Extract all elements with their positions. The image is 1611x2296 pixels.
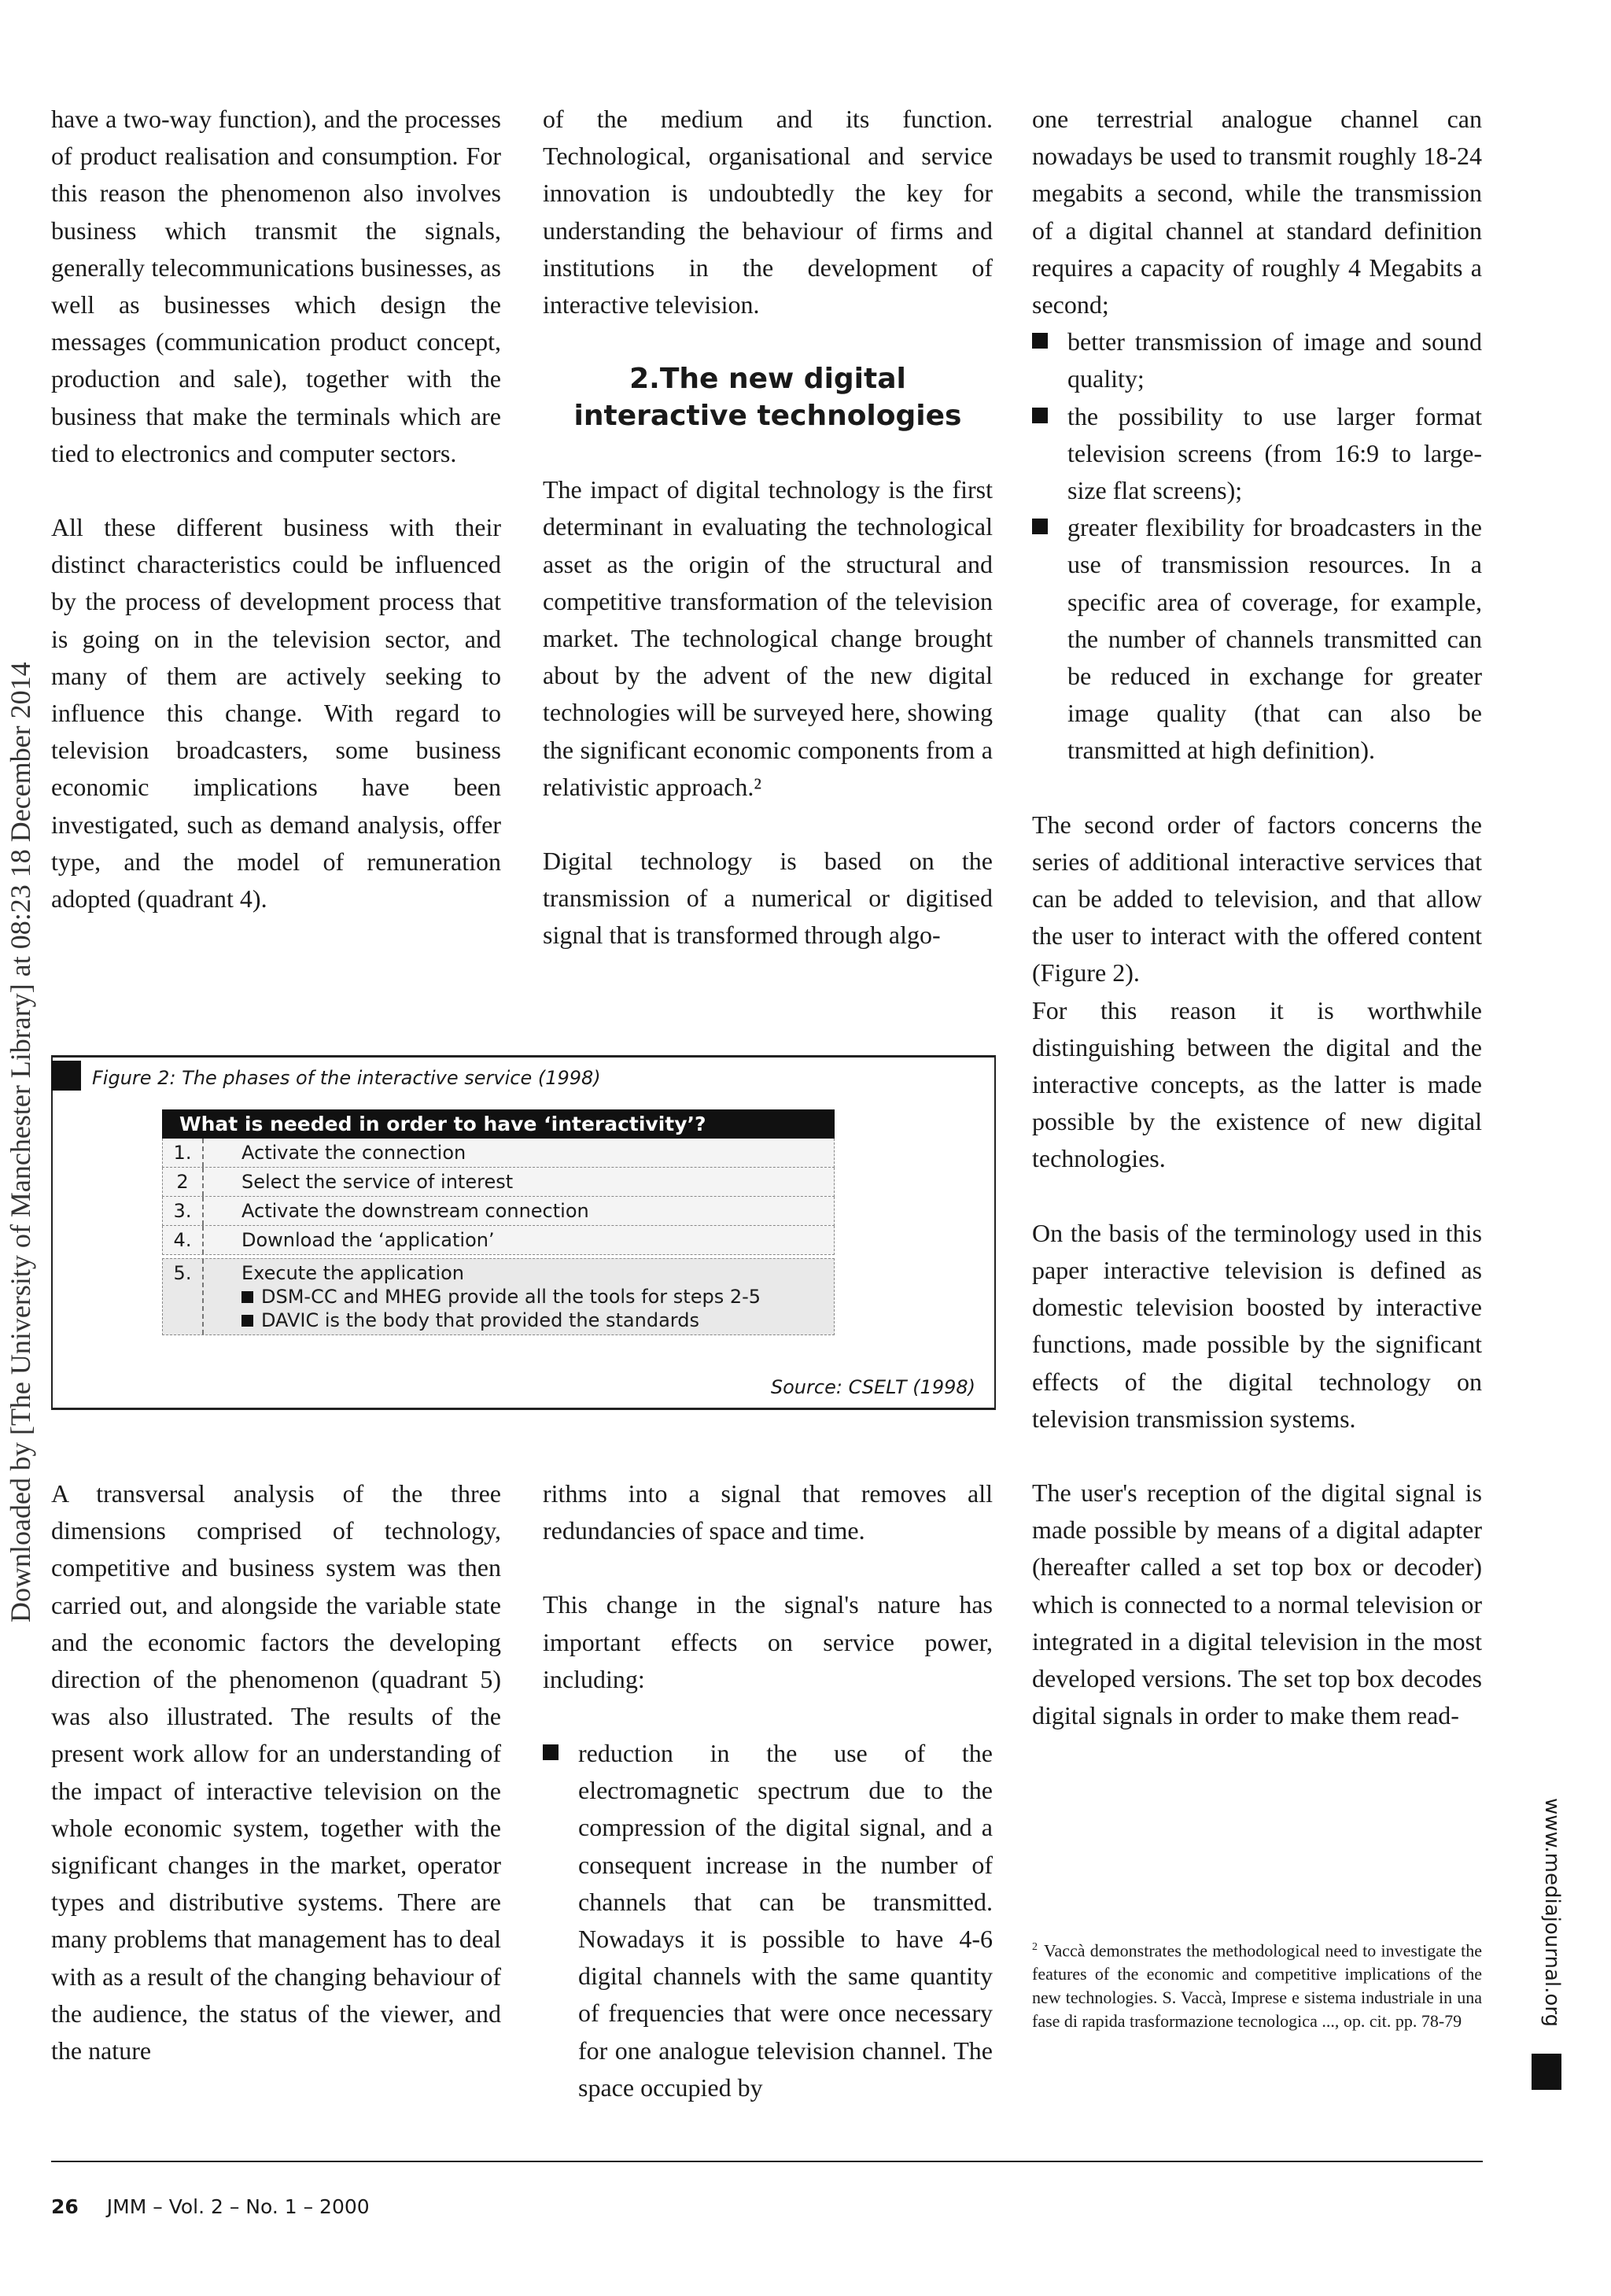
bullet-item: greater flexibility for broadcasters in the use of transmission resources. In a specific area of coverage, for example, the number of channels transmitted can be reduced in exchange for greater image quality (that can also be transmitted at high definition). [1032, 509, 1482, 769]
paragraph: The second order of factors concerns the series of additional interactive services that can be added to television, and that allow the user to interact with the offered content (Figure 2). [1032, 810, 1482, 987]
step-text: Activate the downstream connection [241, 1200, 589, 1222]
paragraph: of the medium and its function. Technological, organisational and service innovation is undoubtedly the key for understanding the behaviour of firms and institutions in the development of interactive television. [543, 105, 993, 319]
step-number: 1. [163, 1139, 204, 1167]
table-header: What is needed in order to have ‘interactivity’? [162, 1109, 835, 1139]
figure-source: Source: CSELT (1998) [770, 1376, 975, 1398]
figure-marker [51, 1061, 81, 1091]
table-row [162, 1168, 835, 1197]
step-number: 4. [163, 1226, 204, 1254]
column-1-top [51, 101, 501, 954]
paragraph: This change in the signal's nature has important effects on service power, including: [543, 1590, 993, 1693]
bullet-icon [241, 1315, 253, 1327]
bullet-list [1032, 323, 1482, 769]
step-text: Select the service of interest [241, 1171, 514, 1193]
table-row [162, 1226, 835, 1255]
step-text: Activate the connection [241, 1142, 466, 1164]
step-number: 5. [163, 1259, 204, 1334]
page-footer [51, 2195, 370, 2218]
column-2-bottom [543, 1475, 993, 2143]
step-text: Execute the application [241, 1262, 465, 1284]
paragraph: rithms into a signal that removes all redundancies of space and time. [543, 1479, 993, 1545]
table-row [162, 1197, 835, 1226]
paragraph: one terrestrial analogue channel can nowadays be used to transmit roughly 18-24 megabits a second, while the transmission of a digital channel at standard definition requires a capacity of roughly 4 Megabits a second; [1032, 105, 1482, 319]
paragraph: All these different business with their distinct characteristics could be influenced by the process of development process that is going on in the television sector, and many of them are actively seeking to influence this change. With regard to television broadcasters, some business economic implications have been investigated, such as demand analysis, offer type, and the model of remuneration adopted (quadrant 4). [51, 513, 501, 914]
page-number: 26 [51, 2195, 79, 2218]
download-watermark: Downloaded by [The University of Manchester Library] at 08:23 18 December 2014 [5, 662, 36, 1622]
step-text-block [204, 1259, 761, 1334]
footnote-mark: 2 [1032, 1941, 1038, 1953]
footer-rule [51, 2161, 1483, 2162]
bullet-item: the possibility to use larger format television screens (from 16:9 to large-size flat screens); [1032, 398, 1482, 510]
step-number: 3. [163, 1197, 204, 1225]
bullet-list [543, 1735, 993, 2106]
figure-2 [51, 1055, 996, 1410]
paragraph: Digital technology is based on the transmission of a numerical or digitised signal that is transformed through algo- [543, 847, 993, 950]
figure-table [162, 1109, 835, 1335]
paragraph: have a two-way function), and the processes of product realisation and consumption. For this reason the phenomenon also involves business which transmit the signals, generally telecommunications businesses, as well as businesses which design the messages (communication product concept, production and sale), together with the business that make the terminals which are tied to electronics and computer sectors. [51, 105, 501, 467]
bullet-item: better transmission of image and sound quality; [1032, 323, 1482, 397]
paragraph: A transversal analysis of the three dimensions comprised of technology, competitive and business system was then carried out, and alongside the variable state and the economic factors the developing direction of the phenomenon (quadrant 5) was also illustrated. The results of the present work allow for an understanding of the impact of interactive television on the whole economic system, together with the significant changes in the market, operator types and distributive systems. There are many problems that management has to deal with as a result of the changing behaviour of the audience, the status of the viewer, and the nature [51, 1479, 501, 2065]
paragraph: The user's reception of the digital signal is made possible by means of a digital adapter (hereafter called a set top box or decoder) which is connected to a normal television or integrated in a digital television in the most developed versions. The set top box decodes digital signals in order to make them read- [1032, 1478, 1482, 1730]
sub-item: DSM-CC and MHEG provide all the tools for steps 2-5 [241, 1286, 761, 1308]
bullet-item: reduction in the use of the electromagnetic spectrum due to the compression of the digital signal, and a consequent increase in the number of channels that can be transmitted. Nowadays it is possible to have 4-6 digital channels with the same quantity of frequencies that were once necessary for one analogue television channel. The space occupied by [543, 1735, 993, 2106]
bullet-icon [241, 1291, 253, 1303]
paragraph: For this reason it is worthwhile distinguishing between the digital and the interactive concepts, as the latter is made possible by the existence of new digital technologies. [1032, 995, 1482, 1173]
footnote-text: Vaccà demonstrates the methodological need to investigate the features of the economic and competitive implications of the new technologies. S. Vaccà, Imprese e sistema industriale in una fase di rapida trasformazione tecnologica ..., op. cit. pp. 78-79 [1032, 1940, 1482, 2032]
figure-caption: Figure 2: The phases of the interactive service (1998) [92, 1067, 601, 1089]
paragraph: On the basis of the terminology used in this paper interactive television is defined as domestic television boosted by interactive functions, made possible by the significant effects of the digital technology on television transmission systems. [1032, 1218, 1482, 1433]
footnote [1032, 1936, 1482, 2033]
table-row [162, 1258, 835, 1335]
column-3 [1032, 101, 1482, 1771]
column-1-bottom [51, 1475, 501, 2106]
table-row [162, 1139, 835, 1168]
edge-marker [1532, 2054, 1561, 2090]
sub-item: DAVIC is the body that provided the standards [241, 1309, 761, 1331]
step-number: 2 [163, 1168, 204, 1196]
paragraph: The impact of digital technology is the first determinant in evaluating the technological asset as the origin of the structural and competitive transformation of the television market. The technological change brought about by the advent of the new digital technologies will be surveyed here, showing the significant economic components from a relativistic approach.² [543, 475, 993, 801]
journal-ref: JMM – Vol. 2 – No. 1 – 2000 [106, 2195, 370, 2218]
column-2-top [543, 101, 993, 991]
section-heading: 2.The new digital interactive technologies [573, 363, 962, 433]
step-text: Download the ‘application’ [241, 1229, 495, 1251]
side-url: www.mediajournal.org [1540, 1798, 1564, 2028]
